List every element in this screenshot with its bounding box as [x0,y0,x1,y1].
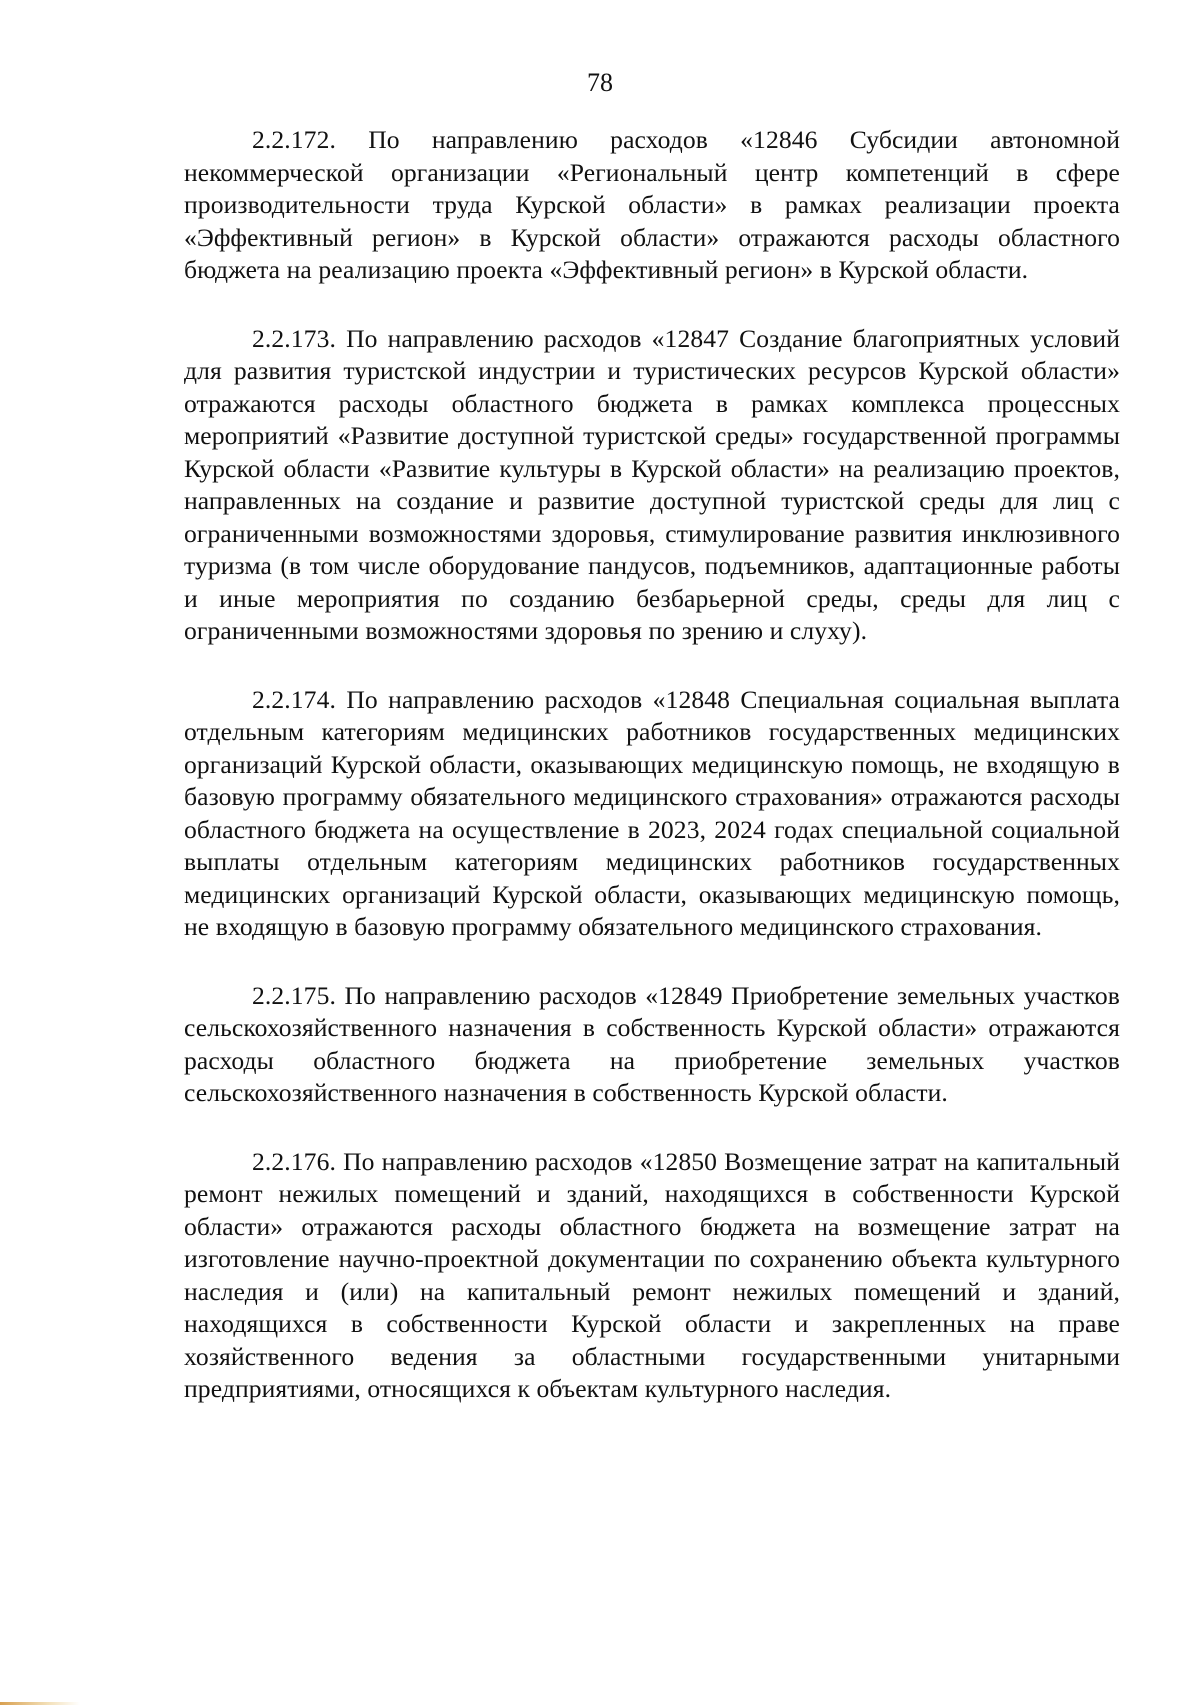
document-body [184,124,1120,1406]
page-number: 78 [587,68,613,97]
paragraph-2-2-174: 2.2.174. По направлению расходов «12848 Специальная социальная выплата отдельным категориям медицинских работников государственных медицинских организаций Курской области, оказывающих медицинскую помощь, не входящую в базовую программу обязательного медицинского страхования» отражаются расходы областного бюджета на осуществление в 2023, 2024 годах специальной социальной выплаты отдельным категориям медицинских работников государственных медицинских организаций Курской области, оказывающих медицинскую помощь, не входящую в базовую программу обязательного медицинского страхования. [184,684,1120,941]
paragraph-2-2-176: 2.2.176. По направлению расходов «12850 Возмещение затрат на капитальный ремонт нежилых помещений и зданий, находящихся в собственности Курской области» отражаются расходы областного бюджета на возмещение затрат на изготовление научно-проектной документации по сохранению объекта культурного наследия и (или) на капитальный ремонт нежилых помещений и зданий, находящихся в собственности Курской области и закрепленных на праве хозяйственного ведения за областными государственными унитарными предприятиями, относящихся к объектам культурного наследия. [184,1146,1120,1403]
paragraph-2-2-175: 2.2.175. По направлению расходов «12849 Приобретение земельных участков сельскохозяйственного назначения в собственность Курской области» отражаются расходы областного бюджета на приобретение земельных участков сельскохозяйственного назначения в собственность Курской области. [184,980,1120,1107]
paragraph-2-2-172: 2.2.172. По направлению расходов «12846 Субсидии автономной некоммерческой организации «Региональный центр компетенций в сфере производительности труда Курской области» в рамках реализации проекта «Эффективный регион» в Курской области» отражаются расходы областного бюджета на реализацию проекта «Эффективный регион» в Курской области. [184,125,1120,284]
paragraph-2-2-173: 2.2.173. По направлению расходов «12847 Создание благоприятных условий для развития туристской индустрии и туристических ресурсов Курской области» отражаются расходы областного бюджета в рамках комплекса процессных мероприятий «Развитие доступной туристской среды» государственной программы Курской области «Развитие культуры в Курской области» на реализацию проектов, направленных на создание и развитие доступной туристской среды для лиц с ограниченными возможностями здоровья, стимулирование развития инклюзивного туризма (в том числе оборудование пандусов, подъемников, адаптационные работы и иные мероприятия по созданию безбарьерной среды, среды для лиц с ограниченными возможностями здоровья по зрению и слуху). [184,323,1120,645]
